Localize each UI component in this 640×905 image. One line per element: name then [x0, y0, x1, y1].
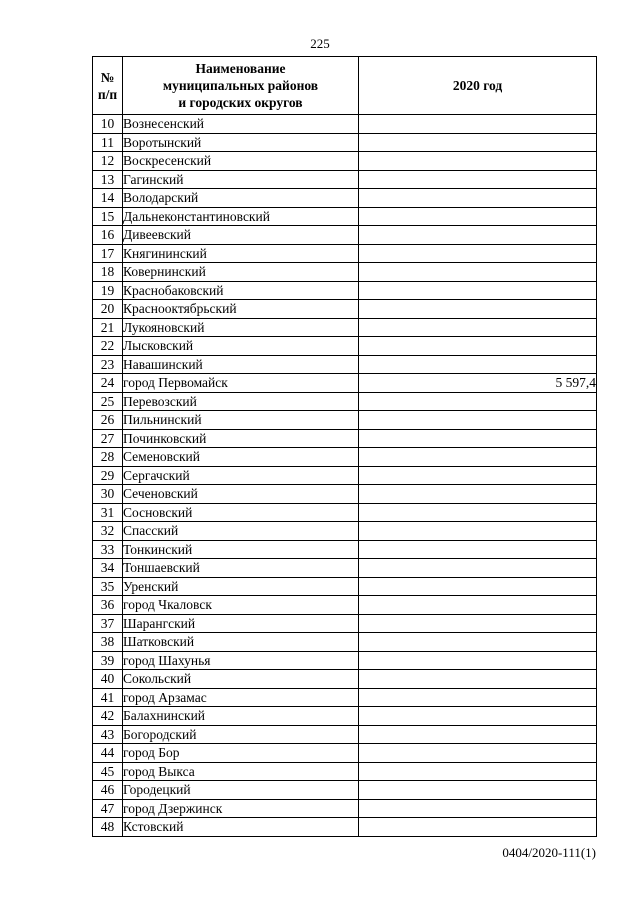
- table-row: [93, 781, 597, 800]
- table-row: [93, 244, 597, 263]
- table-row: [93, 503, 597, 522]
- row-number: 46: [93, 781, 123, 800]
- row-name: Воскресенский: [123, 152, 359, 171]
- row-number: 39: [93, 651, 123, 670]
- table-row: [93, 762, 597, 781]
- row-name: Сергачский: [123, 466, 359, 485]
- row-value: [359, 485, 597, 504]
- row-value: [359, 170, 597, 189]
- row-number: 15: [93, 207, 123, 226]
- row-name: Навашинский: [123, 355, 359, 374]
- row-number: 28: [93, 448, 123, 467]
- table-row: [93, 115, 597, 134]
- data-table: [92, 56, 597, 837]
- row-name: Лукояновский: [123, 318, 359, 337]
- row-value: [359, 503, 597, 522]
- row-name: Дальнеконстантиновский: [123, 207, 359, 226]
- table-row: [93, 651, 597, 670]
- row-name: Сокольский: [123, 670, 359, 689]
- row-value: [359, 281, 597, 300]
- table-row: [93, 485, 597, 504]
- table-row: [93, 374, 597, 393]
- row-value: [359, 337, 597, 356]
- row-number: 42: [93, 707, 123, 726]
- row-number: 17: [93, 244, 123, 263]
- table-row: [93, 300, 597, 319]
- row-name: Кстовский: [123, 818, 359, 837]
- row-value: [359, 559, 597, 578]
- row-number: 16: [93, 226, 123, 245]
- table-row: [93, 799, 597, 818]
- header-number-line2: п/п: [97, 86, 118, 102]
- row-name: город Чкаловск: [123, 596, 359, 615]
- row-number: 10: [93, 115, 123, 134]
- table-row: [93, 152, 597, 171]
- row-value: [359, 577, 597, 596]
- row-value: [359, 614, 597, 633]
- row-number: 48: [93, 818, 123, 837]
- row-value: [359, 596, 597, 615]
- row-value: [359, 540, 597, 559]
- row-name: Шарангский: [123, 614, 359, 633]
- row-name: Городецкий: [123, 781, 359, 800]
- row-name: Володарский: [123, 189, 359, 208]
- row-value: [359, 355, 597, 374]
- row-value: [359, 744, 597, 763]
- table-row: [93, 411, 597, 430]
- header-year: 2020 год: [359, 57, 597, 115]
- row-name: город Первомайск: [123, 374, 359, 393]
- row-number: 44: [93, 744, 123, 763]
- table-row: [93, 466, 597, 485]
- row-number: 32: [93, 522, 123, 541]
- table-row: [93, 559, 597, 578]
- header-name-line1: Наименование: [195, 61, 286, 76]
- row-name: Сосновский: [123, 503, 359, 522]
- row-name: город Дзержинск: [123, 799, 359, 818]
- table-row: [93, 355, 597, 374]
- row-name: Княгининский: [123, 244, 359, 263]
- header-name-line2: муниципальных районов: [162, 78, 319, 93]
- row-number: 45: [93, 762, 123, 781]
- row-name: Гагинский: [123, 170, 359, 189]
- row-value: [359, 429, 597, 448]
- table-row: [93, 189, 597, 208]
- row-number: 24: [93, 374, 123, 393]
- row-number: 27: [93, 429, 123, 448]
- row-value: [359, 318, 597, 337]
- table-row: [93, 818, 597, 837]
- table-row: [93, 707, 597, 726]
- row-name: Тонкинский: [123, 540, 359, 559]
- row-value: [359, 688, 597, 707]
- row-number: 19: [93, 281, 123, 300]
- table-row: [93, 688, 597, 707]
- table-body: [93, 115, 597, 837]
- row-number: 13: [93, 170, 123, 189]
- row-name: Пильнинский: [123, 411, 359, 430]
- row-number: 29: [93, 466, 123, 485]
- row-number: 31: [93, 503, 123, 522]
- row-name: Починковский: [123, 429, 359, 448]
- row-number: 34: [93, 559, 123, 578]
- row-value: [359, 448, 597, 467]
- row-name: Балахнинский: [123, 707, 359, 726]
- row-number: 43: [93, 725, 123, 744]
- row-value: [359, 392, 597, 411]
- row-number: 30: [93, 485, 123, 504]
- row-value: [359, 115, 597, 134]
- row-number: 12: [93, 152, 123, 171]
- row-number: 33: [93, 540, 123, 559]
- row-number: 22: [93, 337, 123, 356]
- row-number: 18: [93, 263, 123, 282]
- table-row: [93, 522, 597, 541]
- table-header-row: [93, 57, 597, 115]
- table-row: [93, 725, 597, 744]
- row-name: Ковернинский: [123, 263, 359, 282]
- row-value: [359, 707, 597, 726]
- row-number: 47: [93, 799, 123, 818]
- row-value: [359, 799, 597, 818]
- table-row: [93, 670, 597, 689]
- table-row: [93, 170, 597, 189]
- row-name: Краснобаковский: [123, 281, 359, 300]
- row-name: Сеченовский: [123, 485, 359, 504]
- row-value: [359, 466, 597, 485]
- row-number: 26: [93, 411, 123, 430]
- table-row: [93, 540, 597, 559]
- row-value: [359, 300, 597, 319]
- table-row: [93, 337, 597, 356]
- row-number: 21: [93, 318, 123, 337]
- row-name: Тоншаевский: [123, 559, 359, 578]
- row-value: [359, 152, 597, 171]
- row-number: 25: [93, 392, 123, 411]
- row-name: город Выкса: [123, 762, 359, 781]
- row-name: Лысковский: [123, 337, 359, 356]
- table-row: [93, 633, 597, 652]
- row-value: 5 597,4: [359, 374, 597, 393]
- row-number: 38: [93, 633, 123, 652]
- table-row: [93, 429, 597, 448]
- row-name: Краснооктябрьский: [123, 300, 359, 319]
- row-name: Перевозский: [123, 392, 359, 411]
- table-row: [93, 448, 597, 467]
- row-value: [359, 207, 597, 226]
- row-value: [359, 133, 597, 152]
- row-number: 40: [93, 670, 123, 689]
- row-value: [359, 244, 597, 263]
- table-row: [93, 226, 597, 245]
- row-number: 41: [93, 688, 123, 707]
- row-value: [359, 633, 597, 652]
- row-number: 14: [93, 189, 123, 208]
- table-row: [93, 133, 597, 152]
- row-value: [359, 651, 597, 670]
- row-name: Дивеевский: [123, 226, 359, 245]
- table-row: [93, 392, 597, 411]
- row-value: [359, 781, 597, 800]
- row-name: город Шахунья: [123, 651, 359, 670]
- page-number: 225: [310, 36, 330, 51]
- table-row: [93, 596, 597, 615]
- row-number: 36: [93, 596, 123, 615]
- table-row: [93, 614, 597, 633]
- row-number: 37: [93, 614, 123, 633]
- row-value: [359, 263, 597, 282]
- row-value: [359, 189, 597, 208]
- row-number: 23: [93, 355, 123, 374]
- row-value: [359, 818, 597, 837]
- row-value: [359, 725, 597, 744]
- row-value: [359, 522, 597, 541]
- row-name: Богородский: [123, 725, 359, 744]
- row-name: Воротынский: [123, 133, 359, 152]
- row-name: Спасский: [123, 522, 359, 541]
- row-value: [359, 670, 597, 689]
- row-name: город Бор: [123, 744, 359, 763]
- table-row: [93, 318, 597, 337]
- header-number-line1: №: [100, 69, 115, 85]
- row-value: [359, 411, 597, 430]
- row-name: Шатковский: [123, 633, 359, 652]
- table-row: [93, 744, 597, 763]
- row-name: Вознесенский: [123, 115, 359, 134]
- header-number: [93, 57, 123, 115]
- row-value: [359, 762, 597, 781]
- row-number: 11: [93, 133, 123, 152]
- row-number: 35: [93, 577, 123, 596]
- row-name: Семеновский: [123, 448, 359, 467]
- header-name-line3: и городских округов: [178, 95, 303, 110]
- row-name: город Арзамас: [123, 688, 359, 707]
- row-value: [359, 226, 597, 245]
- table-row: [93, 207, 597, 226]
- table-row: [93, 281, 597, 300]
- document-code: 0404/2020-111(1): [502, 845, 596, 860]
- table-row: [93, 263, 597, 282]
- table-row: [93, 577, 597, 596]
- header-name: [123, 57, 359, 115]
- row-name: Уренский: [123, 577, 359, 596]
- row-number: 20: [93, 300, 123, 319]
